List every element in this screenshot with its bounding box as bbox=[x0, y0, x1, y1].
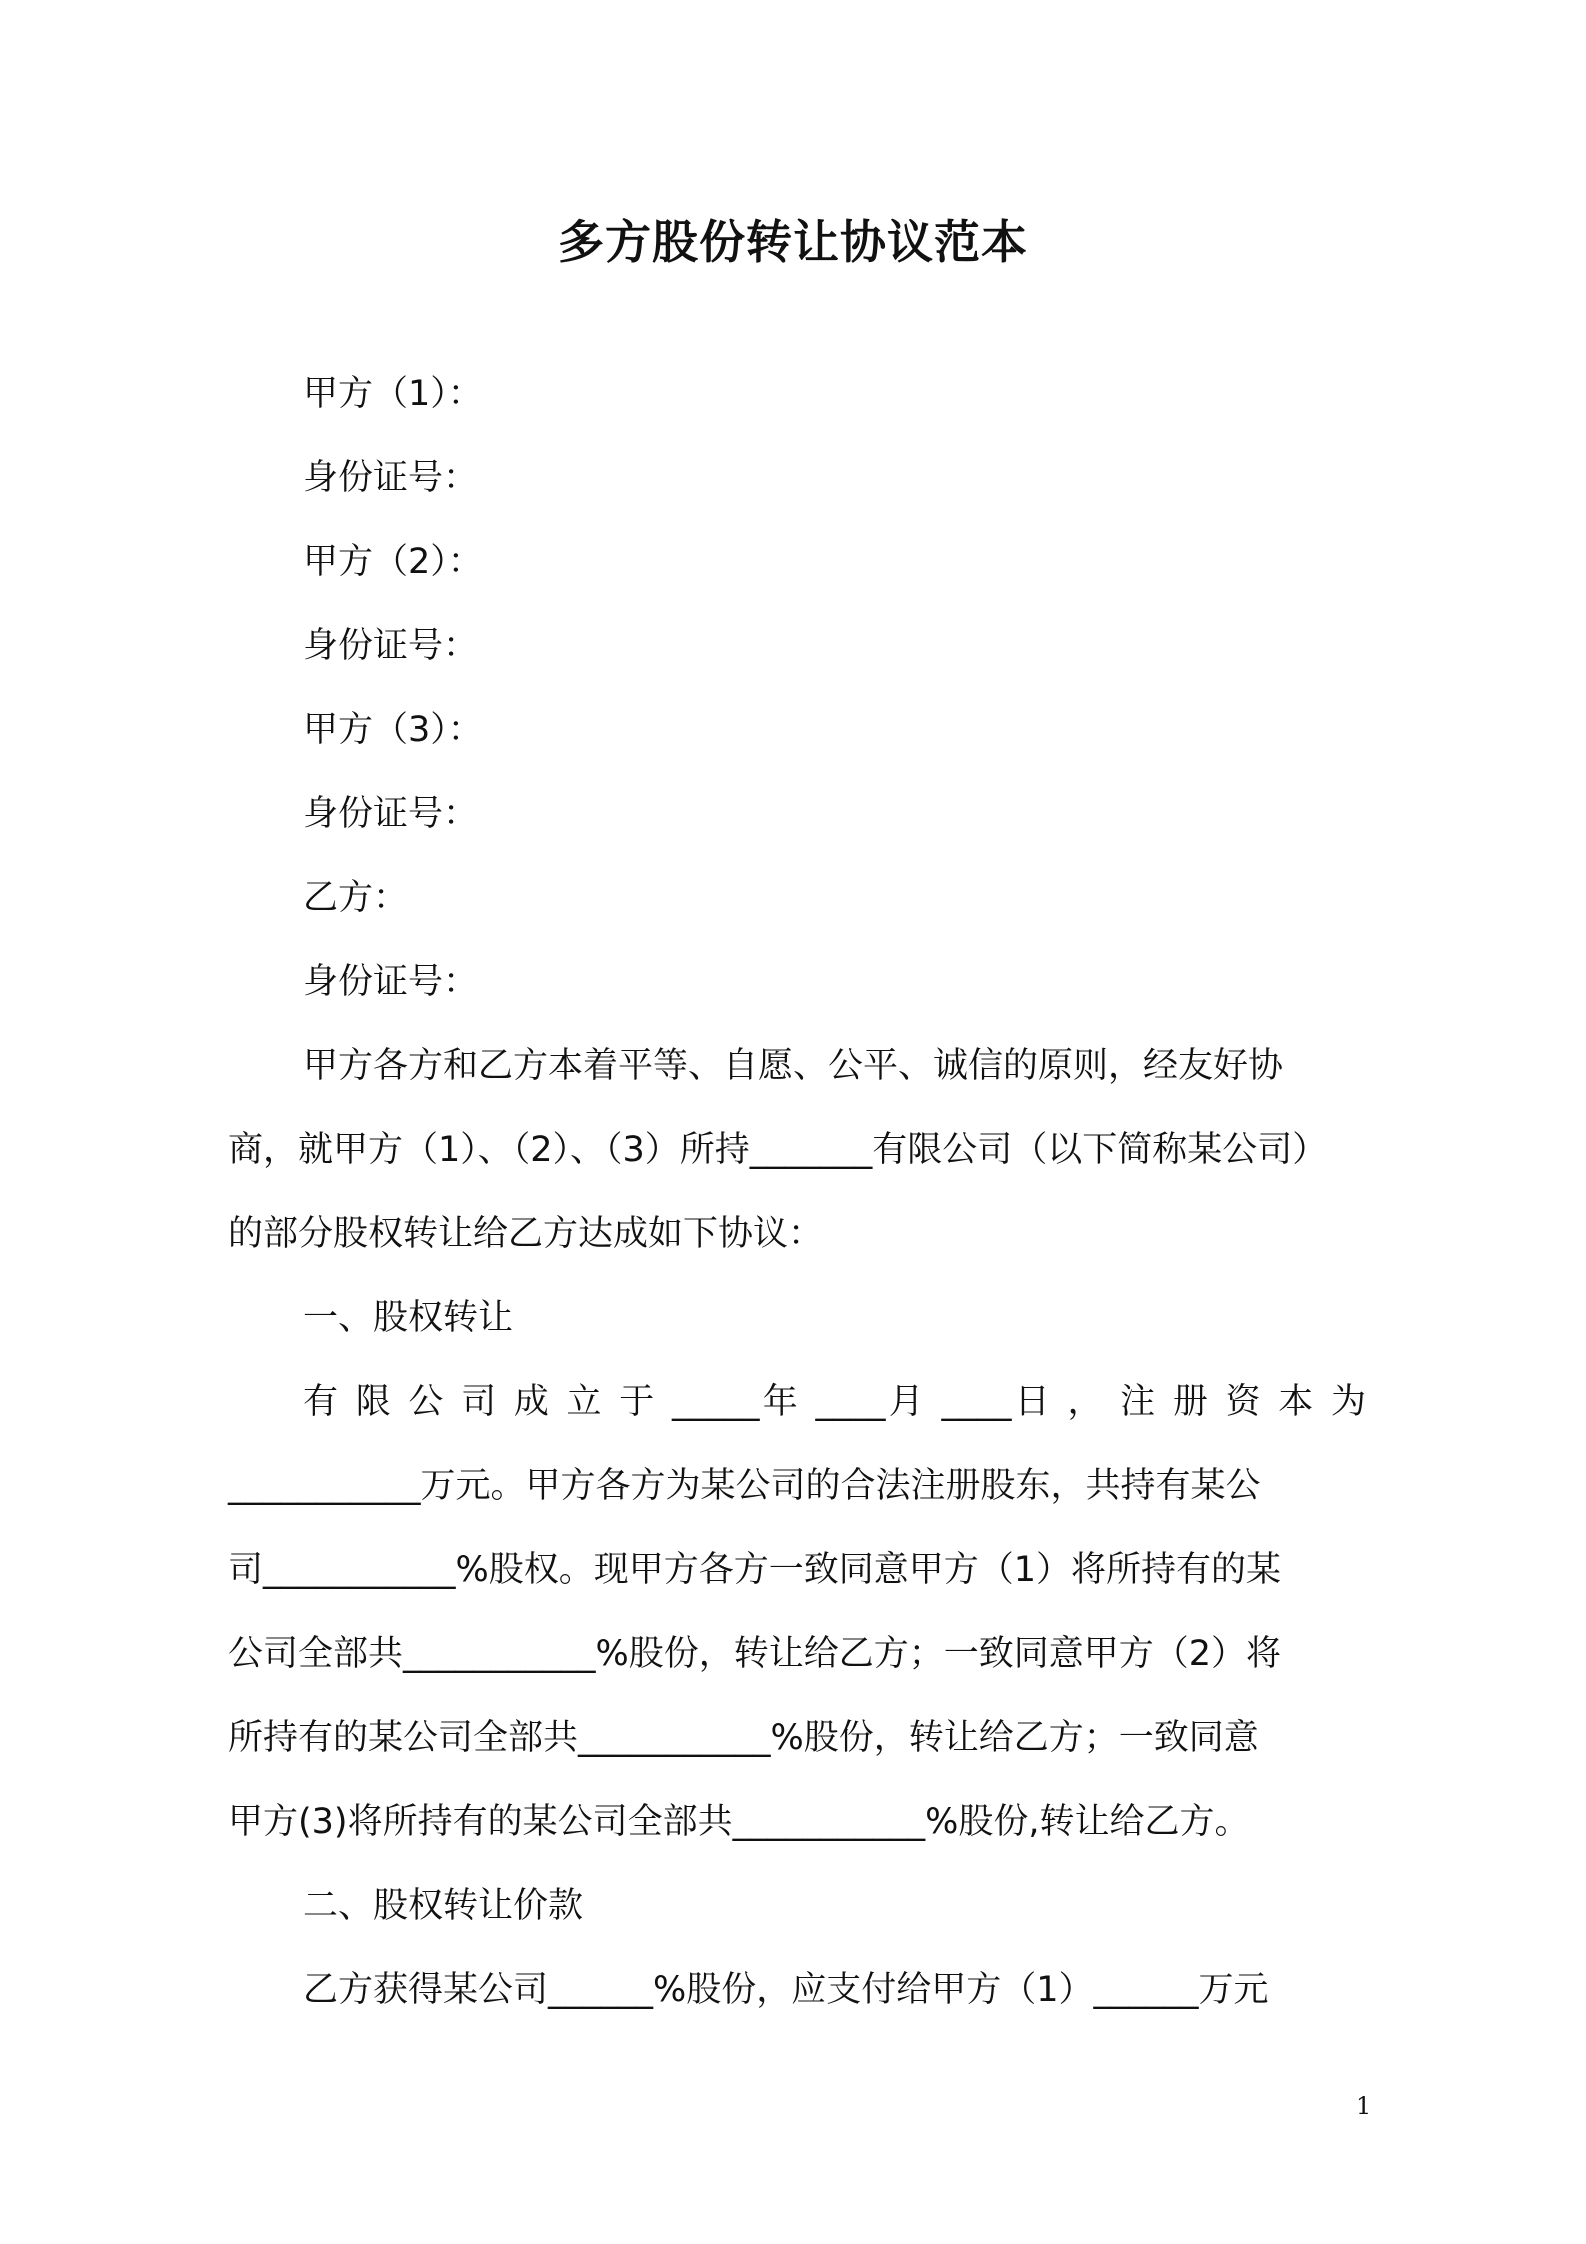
section-heading-equity-transfer: 一、股权转让 bbox=[303, 1298, 514, 1338]
section-one-paragraph-line: 所持有的某公司全部共___________%股份，转让给乙方；一致同意 bbox=[228, 1718, 1259, 1758]
intro-paragraph-line: 甲方各方和乙方本着平等、自愿、公平、诚信的原则，经友好协 bbox=[303, 1046, 1284, 1086]
party-a1-id-label: 身份证号： bbox=[303, 458, 479, 498]
document-body bbox=[228, 352, 1366, 2032]
party-a3-id-label: 身份证号： bbox=[303, 794, 479, 834]
section-one-paragraph-line: 有 限 公 司 成 立 于 _____年 ____月 ____日 ， 注 册 资 本 为 bbox=[303, 1382, 1366, 1422]
party-a2-label: 甲方（2）： bbox=[303, 542, 483, 582]
section-heading-transfer-price: 二、股权转让价款 bbox=[303, 1886, 584, 1926]
page-number: 1 bbox=[1356, 2092, 1372, 2120]
section-two-paragraph-line: 乙方获得某公司______%股份，应支付给甲方（1）______万元 bbox=[303, 1970, 1269, 2010]
intro-paragraph-line: 的部分股权转让给乙方达成如下协议： bbox=[228, 1214, 824, 1254]
section-one-paragraph-line: 公司全部共___________%股份，转让给乙方；一致同意甲方（2）将 bbox=[228, 1634, 1282, 1674]
party-b-id-label: 身份证号： bbox=[303, 962, 479, 1002]
section-one-paragraph-line: 甲方(3)将所持有的某公司全部共___________%股份,转让给乙方。 bbox=[228, 1802, 1250, 1842]
party-a2-id-label: 身份证号： bbox=[303, 626, 479, 666]
intro-paragraph-line: 商，就甲方（1）、（2）、（3）所持_______有限公司（以下简称某公司） bbox=[228, 1130, 1328, 1170]
section-one-paragraph-line: 司___________%股权。现甲方各方一致同意甲方（1）将所持有的某 bbox=[228, 1550, 1282, 1590]
party-a3-label: 甲方（3）： bbox=[303, 710, 483, 750]
party-a1-label: 甲方（1）： bbox=[303, 374, 483, 414]
section-one-paragraph-line: ___________万元。甲方各方为某公司的合法注册股东，共持有某公 bbox=[228, 1466, 1261, 1506]
party-b-label: 乙方： bbox=[303, 878, 409, 918]
document-title: 多方股份转让协议范本 bbox=[558, 215, 1028, 269]
